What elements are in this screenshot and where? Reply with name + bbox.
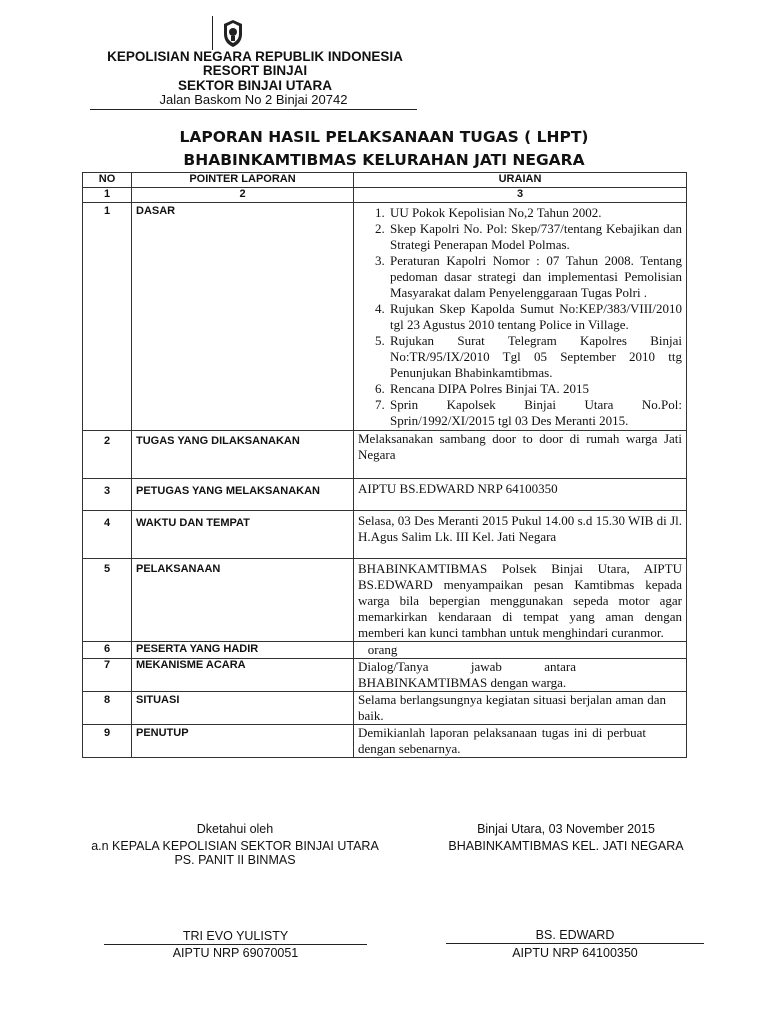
left-signatory-name: TRI EVO YULISTY xyxy=(104,929,367,945)
row-no: 9 xyxy=(83,725,132,758)
row-pointer: TUGAS YANG DILAKSANAKAN xyxy=(132,431,354,479)
row-pointer: PELAKSANAAN xyxy=(132,559,354,642)
row-pointer: MEKANISME ACARA xyxy=(132,659,354,692)
row-uraian: Demikianlah laporan pelaksanaan tugas ini di perbuat dengan sebenarnya. xyxy=(354,725,687,758)
table-row-tugas xyxy=(83,431,687,479)
row-no: 5 xyxy=(83,559,132,642)
table-header-row xyxy=(83,173,687,188)
left-signatory-nrp: AIPTU NRP 69070051 xyxy=(172,946,299,960)
row-no: 3 xyxy=(83,479,132,511)
table-row-penutup xyxy=(83,725,687,758)
letterhead-divider xyxy=(212,16,213,50)
table-row-peserta xyxy=(83,642,687,659)
row-no: 7 xyxy=(83,659,132,692)
header-no: NO xyxy=(83,173,132,188)
row-no: 6 xyxy=(83,642,132,659)
report-table xyxy=(82,172,687,758)
table-row-mekanisme xyxy=(83,659,687,692)
index-no: 1 xyxy=(83,188,132,203)
row-no: 4 xyxy=(83,511,132,559)
row-uraian: Melaksanakan sambang door to door di rumah warga Jati Negara xyxy=(354,431,687,479)
row-uraian: Selama berlangsungnya kegiatan situasi berjalan aman dan baik. xyxy=(354,692,687,725)
report-subtitle: BHABINKAMTIBMAS KELURAHAN JATI NEGARA xyxy=(183,151,585,169)
table-row-petugas xyxy=(83,479,687,511)
police-emblem-icon xyxy=(222,18,244,48)
table-row-situasi xyxy=(83,692,687,725)
row-pointer: PENUTUP xyxy=(132,725,354,758)
org-resort: RESORT BINJAI xyxy=(202,63,308,78)
table-row-pelaksanaan xyxy=(83,559,687,642)
right-signatory-nrp: AIPTU NRP 64100350 xyxy=(512,946,638,960)
header-uraian: URAIAN xyxy=(354,173,687,188)
table-row-dasar xyxy=(83,203,687,431)
header-pointer: POINTER LAPORAN xyxy=(132,173,354,188)
table-row-waktu xyxy=(83,511,687,559)
basis-item: 4. Rujukan Skep Kapolda Sumut No:KEP/383/VIII/2010 tgl 23 Agustus 2010 tentang Police in Village. xyxy=(388,301,682,333)
row-pointer: PESERTA YANG HADIR xyxy=(132,642,354,659)
basis-item: 1. UU Pokok Kepolisian No,2 Tahun 2002. xyxy=(388,205,682,221)
row-uraian: Dialog/Tanya jawab antara BHABINKAMTIBMAS dengan warga. xyxy=(354,659,687,692)
index-pointer: 2 xyxy=(132,188,354,203)
row-pointer: SITUASI xyxy=(132,692,354,725)
row-pointer: PETUGAS YANG MELAKSANAKAN xyxy=(132,479,354,511)
row-uraian xyxy=(354,203,687,431)
basis-item: 2. Skep Kapolri No. Pol: Skep/737/tentang Kebajikan dan Strategi Penerapan Model Polmas. xyxy=(388,221,682,253)
row-no: 8 xyxy=(83,692,132,725)
left-position-line2: PS. PANIT II BINMAS xyxy=(174,853,296,867)
report-title: LAPORAN HASIL PELAKSANAAN TUGAS ( LHPT) xyxy=(179,128,589,146)
table-index-row xyxy=(83,188,687,203)
org-sector: SEKTOR BINJAI UTARA xyxy=(177,78,332,93)
org-address: Jalan Baskom No 2 Binjai 20742 xyxy=(90,92,417,110)
right-position: BHABINKAMTIBMAS KEL. JATI NEGARA xyxy=(448,839,684,853)
index-uraian: 3 xyxy=(354,188,687,203)
basis-item: 5. Rujukan Surat Telegram Kapolres Binjai No:TR/95/IX/2010 Tgl 05 September 2010 ttg Penunjukan Bhabinkamtibmas. xyxy=(388,333,682,381)
row-no: 2 xyxy=(83,431,132,479)
basis-item: 6. Rencana DIPA Polres Binjai TA. 2015 xyxy=(388,381,682,397)
left-position-line1: a.n KEPALA KEPOLISIAN SEKTOR BINJAI UTARA xyxy=(91,839,379,853)
row-uraian: AIPTU BS.EDWARD NRP 64100350 xyxy=(354,479,687,511)
known-by-label: Dketahui oleh xyxy=(196,822,274,836)
row-no: 1 xyxy=(83,203,132,431)
basis-list xyxy=(358,205,682,429)
right-signatory-name: BS. EDWARD xyxy=(446,928,704,944)
row-pointer: DASAR xyxy=(132,203,354,431)
basis-item: 3. Peraturan Kapolri Nomor : 07 Tahun 2008. Tentang pedoman dasar strategi dan implementasi Pemolisian Masyarakat dalam Penyelenggaraan Tugas Polri . xyxy=(388,253,682,301)
row-uraian: BHABINKAMTIBMAS Polsek Binjai Utara, AIPTU BS.EDWARD menyampaikan pesan Kamtibmas kepada warga bila bepergian menggunakan sepeda motor agar memarkirkan kendaraan di tempat yang aman dengan memberi kan kunci tambhan untuk menghindari curanmor. xyxy=(354,559,687,642)
place-date: Binjai Utara, 03 November 2015 xyxy=(477,822,655,836)
basis-item: 7. Sprin Kapolsek Binjai Utara No.Pol: Sprin/1992/XI/2015 tgl 03 Des Meranti 2015. xyxy=(388,397,682,429)
row-uraian: orang xyxy=(354,642,687,659)
row-pointer: WAKTU DAN TEMPAT xyxy=(132,511,354,559)
org-name: KEPOLISIAN NEGARA REPUBLIK INDONESIA xyxy=(107,49,403,64)
row-uraian: Selasa, 03 Des Meranti 2015 Pukul 14.00 s.d 15.30 WIB di Jl. H.Agus Salim Lk. III Kel. Jati Negara xyxy=(354,511,687,559)
